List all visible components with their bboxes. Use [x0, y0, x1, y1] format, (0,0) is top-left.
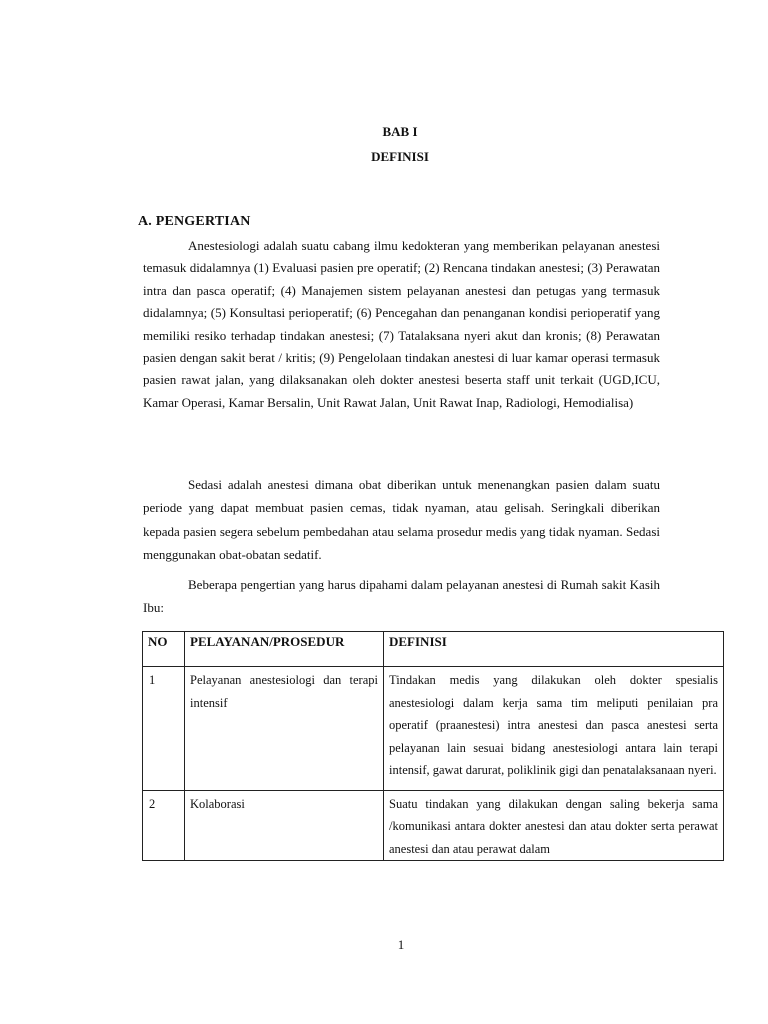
section-heading: A. PENGERTIAN	[138, 214, 251, 229]
chapter-title: DEFINISI	[371, 149, 429, 164]
cell-no: 1	[143, 667, 185, 791]
header-definition: DEFINISI	[384, 632, 724, 667]
header-no: NO	[143, 632, 185, 667]
paragraph-intro-table: Beberapa pengertian yang harus dipahami dalam pelayanan anestesi di Rumah sakit Kasih Ibu:	[143, 577, 660, 615]
chapter-label: BAB I	[382, 124, 418, 139]
header-service: PELAYANAN/PROSEDUR	[185, 632, 384, 667]
paragraph-sedasi: Sedasi adalah anestesi dimana obat diberikan untuk menenangkan pasien dalam suatu periode yang dapat membuat pasien cemas, tidak nyaman, atau gelisah. Seringkali diberikan kepada pasien segera sebelum pembedahan atau selama prosedur medis yang tidak nyaman. Sedasi menggunakan obat-obatan sedatif.	[143, 477, 660, 563]
cell-definition: Suatu tindakan yang dilakukan dengan saling bekerja sama /komunikasi antara dokter anestesi dan atau dokter serta perawat anestesi dan atau perawat dalam	[384, 790, 724, 861]
cell-service: Pelayanan anestesiologi dan terapi intensif	[185, 667, 384, 791]
cell-service: Kolaborasi	[185, 790, 384, 861]
table-header-row	[143, 632, 724, 667]
definitions-table	[142, 631, 724, 861]
page-number: 1	[397, 937, 405, 952]
table-row	[143, 790, 724, 861]
table-row	[143, 667, 724, 791]
cell-no: 2	[143, 790, 185, 861]
paragraph-anestesiologi: Anestesiologi adalah suatu cabang ilmu kedokteran yang memberikan pelayanan anestesi temasuk didalamnya (1) Evaluasi pasien pre operatif; (2) Rencana tindakan anestesi; (3) Perawatan intra dan pasca operatif; (4) Manajemen sistem pelayanan anestesi dan petugas yang termasuk didalamnya; (5) Konsultasi perioperatif; (6) Pencegahan dan penanganan kondisi perioperatif yang memiliki resiko terhadap tindakan anestesi; (7) Tatalaksana nyeri akut dan kronis; (8) Perawatan pasien dengan sakit berat / kritis; (9) Pengelolaan tindakan anestesi di luar kamar operasi termasuk pasien rawat jalan, yang dilaksanakan oleh dokter anestesi beserta staff unit terkait (UGD,ICU, Kamar Operasi, Kamar Bersalin, Unit Rawat Jalan, Unit Rawat Inap, Radiologi, Hemodialisa)	[143, 238, 660, 410]
cell-definition: Tindakan medis yang dilakukan oleh dokter spesialis anestesiologi dalam kerja sama tim meliputi penilaian pra operatif (praanestesi) intra anestesi dan pasca anestesi serta pelayanan lain sesuai bidang anestesiologi antara lain terapi intensif, gawat darurat, poliklinik gigi dan penatalaksanaan nyeri.	[384, 667, 724, 791]
